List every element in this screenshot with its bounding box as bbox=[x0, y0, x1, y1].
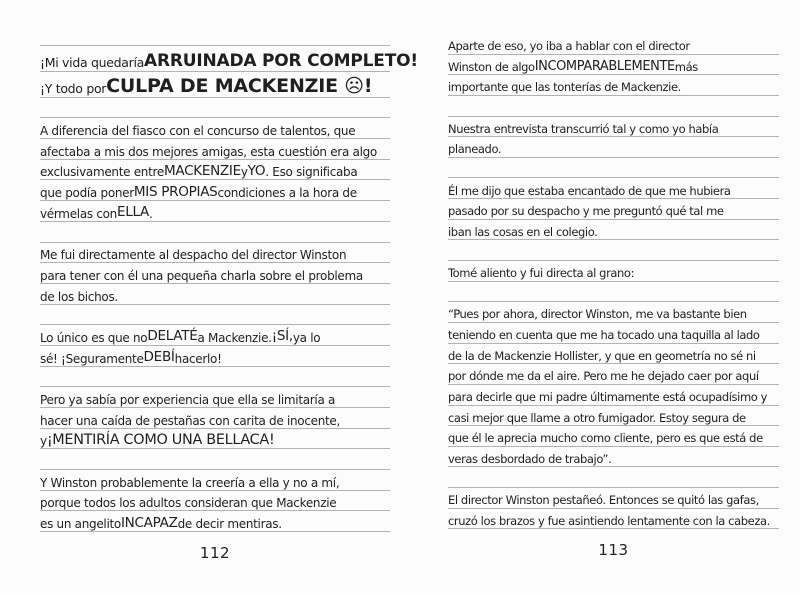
text-segment: más bbox=[674, 59, 698, 74]
text-segment: . Eso significaba bbox=[265, 165, 358, 180]
text-line bbox=[448, 199, 779, 220]
text-line bbox=[448, 137, 779, 158]
text-segment: Nuestra entrevista transcurrió tal y como yo había bbox=[448, 121, 719, 136]
text-line bbox=[40, 118, 390, 139]
text-line bbox=[40, 511, 390, 532]
ruled-line-empty bbox=[448, 240, 779, 261]
ruled-line-empty bbox=[448, 282, 779, 303]
text-line bbox=[448, 364, 779, 385]
text-line bbox=[448, 488, 779, 509]
text-line bbox=[448, 75, 779, 96]
text-line bbox=[40, 263, 390, 284]
text-line bbox=[40, 201, 390, 222]
text-segment: . bbox=[149, 206, 153, 221]
text-line bbox=[40, 470, 390, 491]
text-segment: para decirle que mi padre últimamente está ocupadísimo y bbox=[448, 390, 768, 405]
text-line bbox=[40, 429, 390, 450]
left-page-number: 112 bbox=[199, 544, 231, 563]
text-line bbox=[448, 509, 779, 530]
text-segment: hacer una caída de pestañas con carita de inocente, bbox=[40, 413, 341, 428]
text-segment: planeado. bbox=[448, 142, 502, 157]
text-line bbox=[40, 46, 418, 72]
text-segment: DEBÍ bbox=[143, 349, 175, 366]
ruled-line-empty bbox=[40, 449, 390, 470]
text-line bbox=[40, 160, 390, 181]
text-segment: ARRUINADA POR COMPLETO! bbox=[144, 50, 418, 71]
text-line bbox=[448, 323, 779, 344]
text-line bbox=[448, 447, 779, 468]
text-segment: INCAPAZ bbox=[120, 514, 178, 531]
text-segment: vérmelas con bbox=[40, 206, 117, 221]
text-segment: que podía poner bbox=[40, 186, 134, 201]
text-segment: exclusivamente entre bbox=[40, 165, 164, 180]
text-segment: Aparte de eso, yo iba a hablar con el director bbox=[448, 39, 690, 54]
text-segment: Tomé aliento y fui directa al grano: bbox=[448, 266, 635, 281]
text-line bbox=[40, 72, 390, 98]
text-segment: de la de Mackenzie Hollister, y que en geometría no sé ni bbox=[448, 348, 756, 363]
text-segment: Y Winston probablemente la creería a ella y no a mí, bbox=[40, 475, 340, 490]
ruled-line-empty bbox=[448, 96, 779, 117]
ruled-line-empty bbox=[40, 98, 390, 119]
right-page-number: 113 bbox=[598, 541, 629, 560]
text-segment: iban las cosas en el colegio. bbox=[448, 224, 598, 239]
text-line bbox=[40, 491, 390, 512]
text-segment: YO bbox=[247, 162, 266, 179]
text-segment: condiciones a la hora de bbox=[217, 186, 357, 201]
text-segment: INCOMPARABLEMENTE bbox=[534, 59, 675, 75]
text-segment: pasado por su despacho y me preguntó qué tal me bbox=[448, 204, 724, 219]
text-segment: es un angelito bbox=[40, 517, 121, 532]
text-line bbox=[448, 385, 779, 406]
text-segment: ya lo bbox=[292, 330, 321, 345]
text-segment: teniendo en cuenta que me ha tocado una taquilla al lado bbox=[448, 328, 760, 343]
text-segment: que él le aprecia mucho como cliente, pero es que está de bbox=[448, 431, 763, 446]
text-line bbox=[40, 284, 390, 305]
text-segment: de decir mentiras. bbox=[177, 517, 282, 532]
text-segment: de los bichos. bbox=[40, 289, 118, 304]
ruled-line-empty bbox=[40, 25, 390, 46]
text-line bbox=[448, 220, 779, 241]
text-segment: ¡Mi vida quedaría bbox=[40, 55, 144, 71]
text-segment: por dónde me da el aire. Pero me he dejado caer por aquí bbox=[448, 369, 759, 384]
text-segment: Lo único es que no bbox=[40, 330, 148, 345]
text-segment: casi mejor que llame a otro fumigador. Estoy segura de bbox=[448, 410, 746, 425]
text-segment: MIS PROPIAS bbox=[133, 183, 218, 200]
text-line bbox=[448, 34, 779, 55]
text-segment: ¡SÍ, bbox=[271, 328, 293, 345]
text-segment: a Mackenzie. bbox=[197, 330, 272, 345]
text-line bbox=[40, 346, 390, 367]
text-segment: ELLA bbox=[116, 204, 150, 221]
left-page bbox=[40, 25, 418, 563]
right-page-text bbox=[448, 34, 779, 529]
text-line bbox=[448, 117, 779, 138]
text-segment: hacerlo! bbox=[174, 351, 222, 366]
text-segment: para tener con él una pequeña charla sobre el problema bbox=[40, 268, 363, 283]
text-line bbox=[448, 55, 779, 76]
text-line bbox=[448, 344, 779, 365]
text-line bbox=[448, 406, 779, 427]
text-line bbox=[40, 139, 390, 160]
text-line bbox=[40, 180, 390, 201]
ruled-line-empty bbox=[448, 467, 779, 488]
text-segment: sé! ¡Seguramente bbox=[40, 351, 144, 366]
text-segment: ¡MENTIRÍA COMO UNA BELLACA! bbox=[46, 431, 275, 448]
text-line bbox=[448, 426, 779, 447]
text-line bbox=[40, 243, 390, 264]
right-page bbox=[448, 34, 779, 559]
text-line bbox=[448, 302, 779, 323]
text-segment: veras desbordado de trabajo”. bbox=[448, 451, 612, 466]
text-line bbox=[448, 178, 779, 199]
ruled-line-empty bbox=[40, 305, 390, 326]
text-segment: “Pues por ahora, director Winston, me va bastante bien bbox=[448, 307, 747, 322]
text-segment: CULPA DE MACKENZIE ☹! bbox=[106, 74, 373, 97]
text-segment: El director Winston pestañeó. Entonces se quitó las gafas, bbox=[448, 493, 759, 508]
text-segment: y bbox=[240, 165, 248, 180]
text-line bbox=[40, 408, 390, 429]
text-segment: Winston de algo bbox=[448, 59, 535, 74]
text-line bbox=[40, 387, 390, 408]
text-segment: importante que las tonterías de Mackenzie. bbox=[448, 80, 681, 95]
ruled-line-empty bbox=[40, 367, 390, 388]
ruled-line-empty bbox=[448, 158, 779, 179]
text-line bbox=[448, 261, 779, 282]
text-segment: cruzó los brazos y fue asintiendo lentamente con la cabeza. bbox=[448, 513, 770, 528]
text-segment: Él me dijo que estaba encantado de que me hubiera bbox=[448, 183, 731, 198]
text-segment: DELATÉ bbox=[147, 328, 198, 345]
text-segment: ¡Y todo por bbox=[40, 81, 107, 97]
text-segment: porque todos los adultos consideran que Mackenzie bbox=[40, 496, 337, 511]
text-segment: afectaba a mis dos mejores amigas, esta cuestión era algo bbox=[40, 144, 377, 159]
text-line bbox=[40, 325, 390, 346]
left-page-text bbox=[40, 25, 418, 532]
text-segment: Me fui directamente al despacho del director Winston bbox=[40, 248, 347, 263]
text-segment: y bbox=[40, 434, 47, 449]
text-segment: MACKENZIE bbox=[163, 162, 241, 179]
text-segment: Pero ya sabía por experiencia que ella se limitaría a bbox=[40, 393, 336, 407]
text-segment: A diferencia del fiasco con el concurso de talentos, que bbox=[40, 124, 356, 139]
ruled-line-empty bbox=[40, 222, 390, 243]
